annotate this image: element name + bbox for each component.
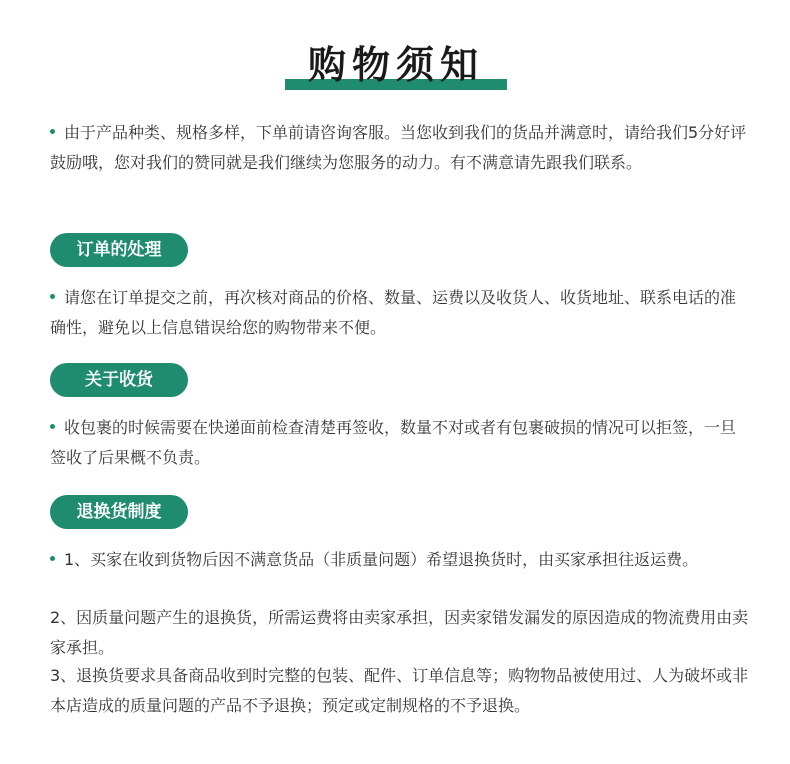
intro-paragraph bbox=[50, 118, 750, 178]
receiving-paragraph bbox=[50, 413, 750, 473]
returns-text-1: 1、买家在收到货物后因不满意货品（非质量问题）希望退换货时，由买家承担往返运费。 bbox=[64, 550, 699, 569]
returns-text-3: 3、退换货要求具备商品收到时完整的包装、配件、订单信息等；购物物品被使用过、人为破坏或非本店造成的质量问题的产品不予退换；预定或定制规格的不予退换。 bbox=[50, 666, 749, 715]
section-heading-returns: 退换货制度 bbox=[50, 495, 188, 529]
section-heading-receiving: 关于收货 bbox=[50, 363, 188, 397]
bullet-dot-icon bbox=[50, 129, 55, 134]
returns-text-2: 2、因质量问题产生的退换货，所需运费将由卖家承担，因卖家错发漏发的原因造成的物流费用由卖家承担。 bbox=[50, 608, 749, 657]
page-title: 购物须知 bbox=[307, 43, 484, 87]
section-heading-order: 订单的处理 bbox=[50, 233, 188, 267]
order-paragraph bbox=[50, 283, 750, 343]
bullet-dot-icon bbox=[50, 556, 55, 561]
returns-paragraph-3 bbox=[50, 661, 750, 721]
returns-paragraph-1 bbox=[50, 545, 750, 575]
order-text: 请您在订单提交之前，再次核对商品的价格、数量、运费以及收货人、收货地址、联系电话的准确性，避免以上信息错误给您的购物带来不便。 bbox=[50, 288, 737, 337]
receiving-text: 收包裹的时候需要在快递面前检查清楚再签收，数量不对或者有包裹破损的情况可以拒签，一旦签收了后果概不负责。 bbox=[50, 418, 737, 467]
bullet-dot-icon bbox=[50, 424, 55, 429]
page-title-block bbox=[285, 40, 507, 92]
bullet-dot-icon bbox=[50, 294, 55, 299]
returns-paragraph-2 bbox=[50, 603, 750, 663]
intro-text: 由于产品种类、规格多样，下单前请咨询客服。当您收到我们的货品并满意时，请给我们5分好评鼓励哦，您对我们的赞同就是我们继续为您服务的动力。有不满意请先跟我们联系。 bbox=[50, 123, 747, 172]
